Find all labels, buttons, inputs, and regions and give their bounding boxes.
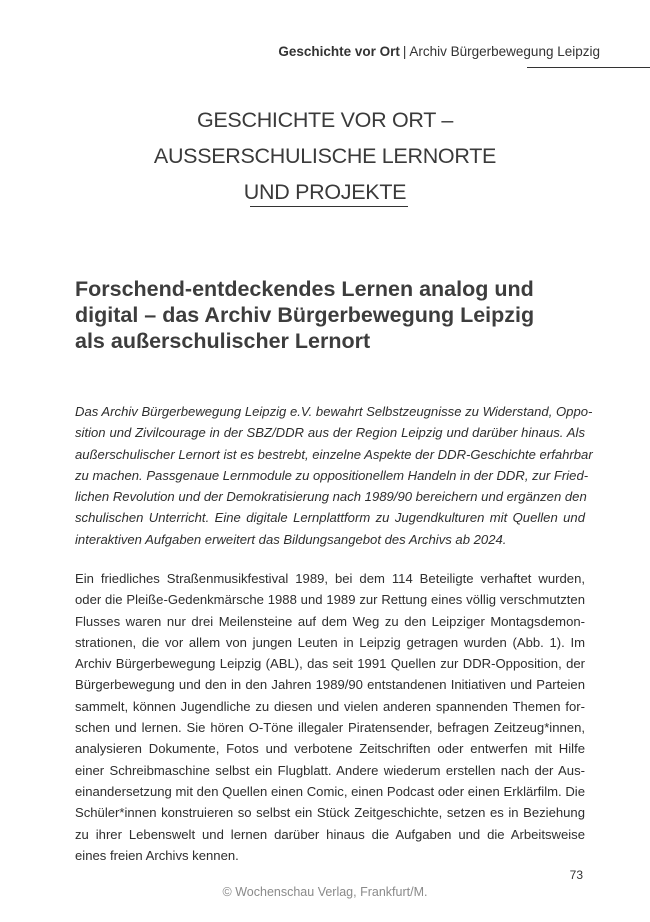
body-line: Schüler*innen konstruieren so selbst ein Stück Zeitgeschichte, setzen es in Beziehung [75,805,585,821]
section-title-line: GESCHICHTE VOR ORT – [196,108,454,132]
article-title-line: Forschend-entdeckendes Lernen analog und [75,277,534,301]
body-line: zu ihrer Lebenswelt und lernen darüber hinaus die Aufgaben und die Arbeitsweise [75,826,585,842]
body-line: Bürgerbewegung und den in den Jahren 1989/90 entstandenen Initiativen und Parteien [75,677,585,693]
body-line: Flusses waren nur drei Meilensteine auf dem Weg zu den Leipziger Montagsdemon- [75,613,585,629]
page-number: 73 [569,868,583,882]
running-header-section: Geschichte vor Ort [278,44,400,59]
running-header-separator: | [402,44,407,59]
body-line: Archiv Bürgerbewegung Leipzig (ABL), das seit 1991 Quellen zur DDR-Opposition, der [75,656,585,672]
abstract-line: lichen Revolution und der Demokratisierung nach 1989/90 bereichern und ergänzen den [75,489,587,505]
copyright-notice: © Wochenschau Verlag, Frankfurt/M. [222,885,428,899]
body-line: sammelt, können Jugendliche zu diesen und vielen anderen spannenden Themen for- [75,698,585,714]
body-line: strationen, die vor allem von jungen Leuten in Leipzig getragen wurden (Abb. 1). Im [75,634,585,650]
abstract-line: sition und Zivilcourage in der SBZ/DDR aus der Region Leipzig und darüber hinaus. Als [75,425,585,441]
section-title-line: AUSSERSCHULISCHE LERNORTE [153,144,497,168]
article-title-line: als außerschulischer Lernort [75,329,371,353]
section-title [75,102,575,210]
abstract [75,401,593,550]
body-line: schen und lernen. Sie hören O-Töne illegaler Piratensender, befragen Zeitzeug*innen, [75,720,585,736]
running-header-chapter: Archiv Bürgerbewegung Leipzig [409,44,600,59]
body-line: oder die Pleiße-Gedenkmärsche 1988 und 1989 zur Rettung eines völlig verschmutzten [75,592,585,608]
body-line: Ein friedliches Straßenmusikfestival 1989, bei dem 114 Beteiligte verhaftet wurden, [75,571,585,586]
section-title-rule [250,206,408,207]
article-title-line: digital – das Archiv Bürgerbewegung Leipzig [75,303,535,327]
abstract-line: außerschulischer Lernort ist es bestrebt, einzelne Aspekte der DDR-Geschichte erfahrbar [75,446,593,462]
abstract-line: Das Archiv Bürgerbewegung Leipzig e.V. bewahrt Selbstzeugnisse zu Widerstand, Oppo- [75,404,593,419]
header-rule [527,67,650,68]
abstract-line: schulischen Unterricht. Eine digitale Lernplattform zu Jugendkulturen mit Quellen und [75,510,585,526]
body-line: einer Schreibmaschine selbst ein Flugblatt. Andere wiederum erstellen nach der Aus- [75,762,585,778]
running-header [278,44,600,59]
body-line: eines freien Archivs kennen. [75,847,239,863]
section-title-line: UND PROJEKTE [243,180,407,204]
abstract-line: interaktiven Aufgaben erweitert das Bildungsangebot des Archivs ab 2024. [75,531,507,547]
body-line: einandersetzung mit den Quellen einen Comic, einen Podcast oder einen Erklärfilm. Die [75,783,585,799]
article-title [75,276,585,354]
body-paragraph [75,568,585,866]
body-line: analysieren Dokumente, Fotos und verbotene Zeitschriften oder entwerfen mit Hilfe [75,741,585,757]
abstract-line: zu machen. Passgenaue Lernmodule zu oppositionellem Handeln in der DDR, zur Fried- [75,467,589,483]
